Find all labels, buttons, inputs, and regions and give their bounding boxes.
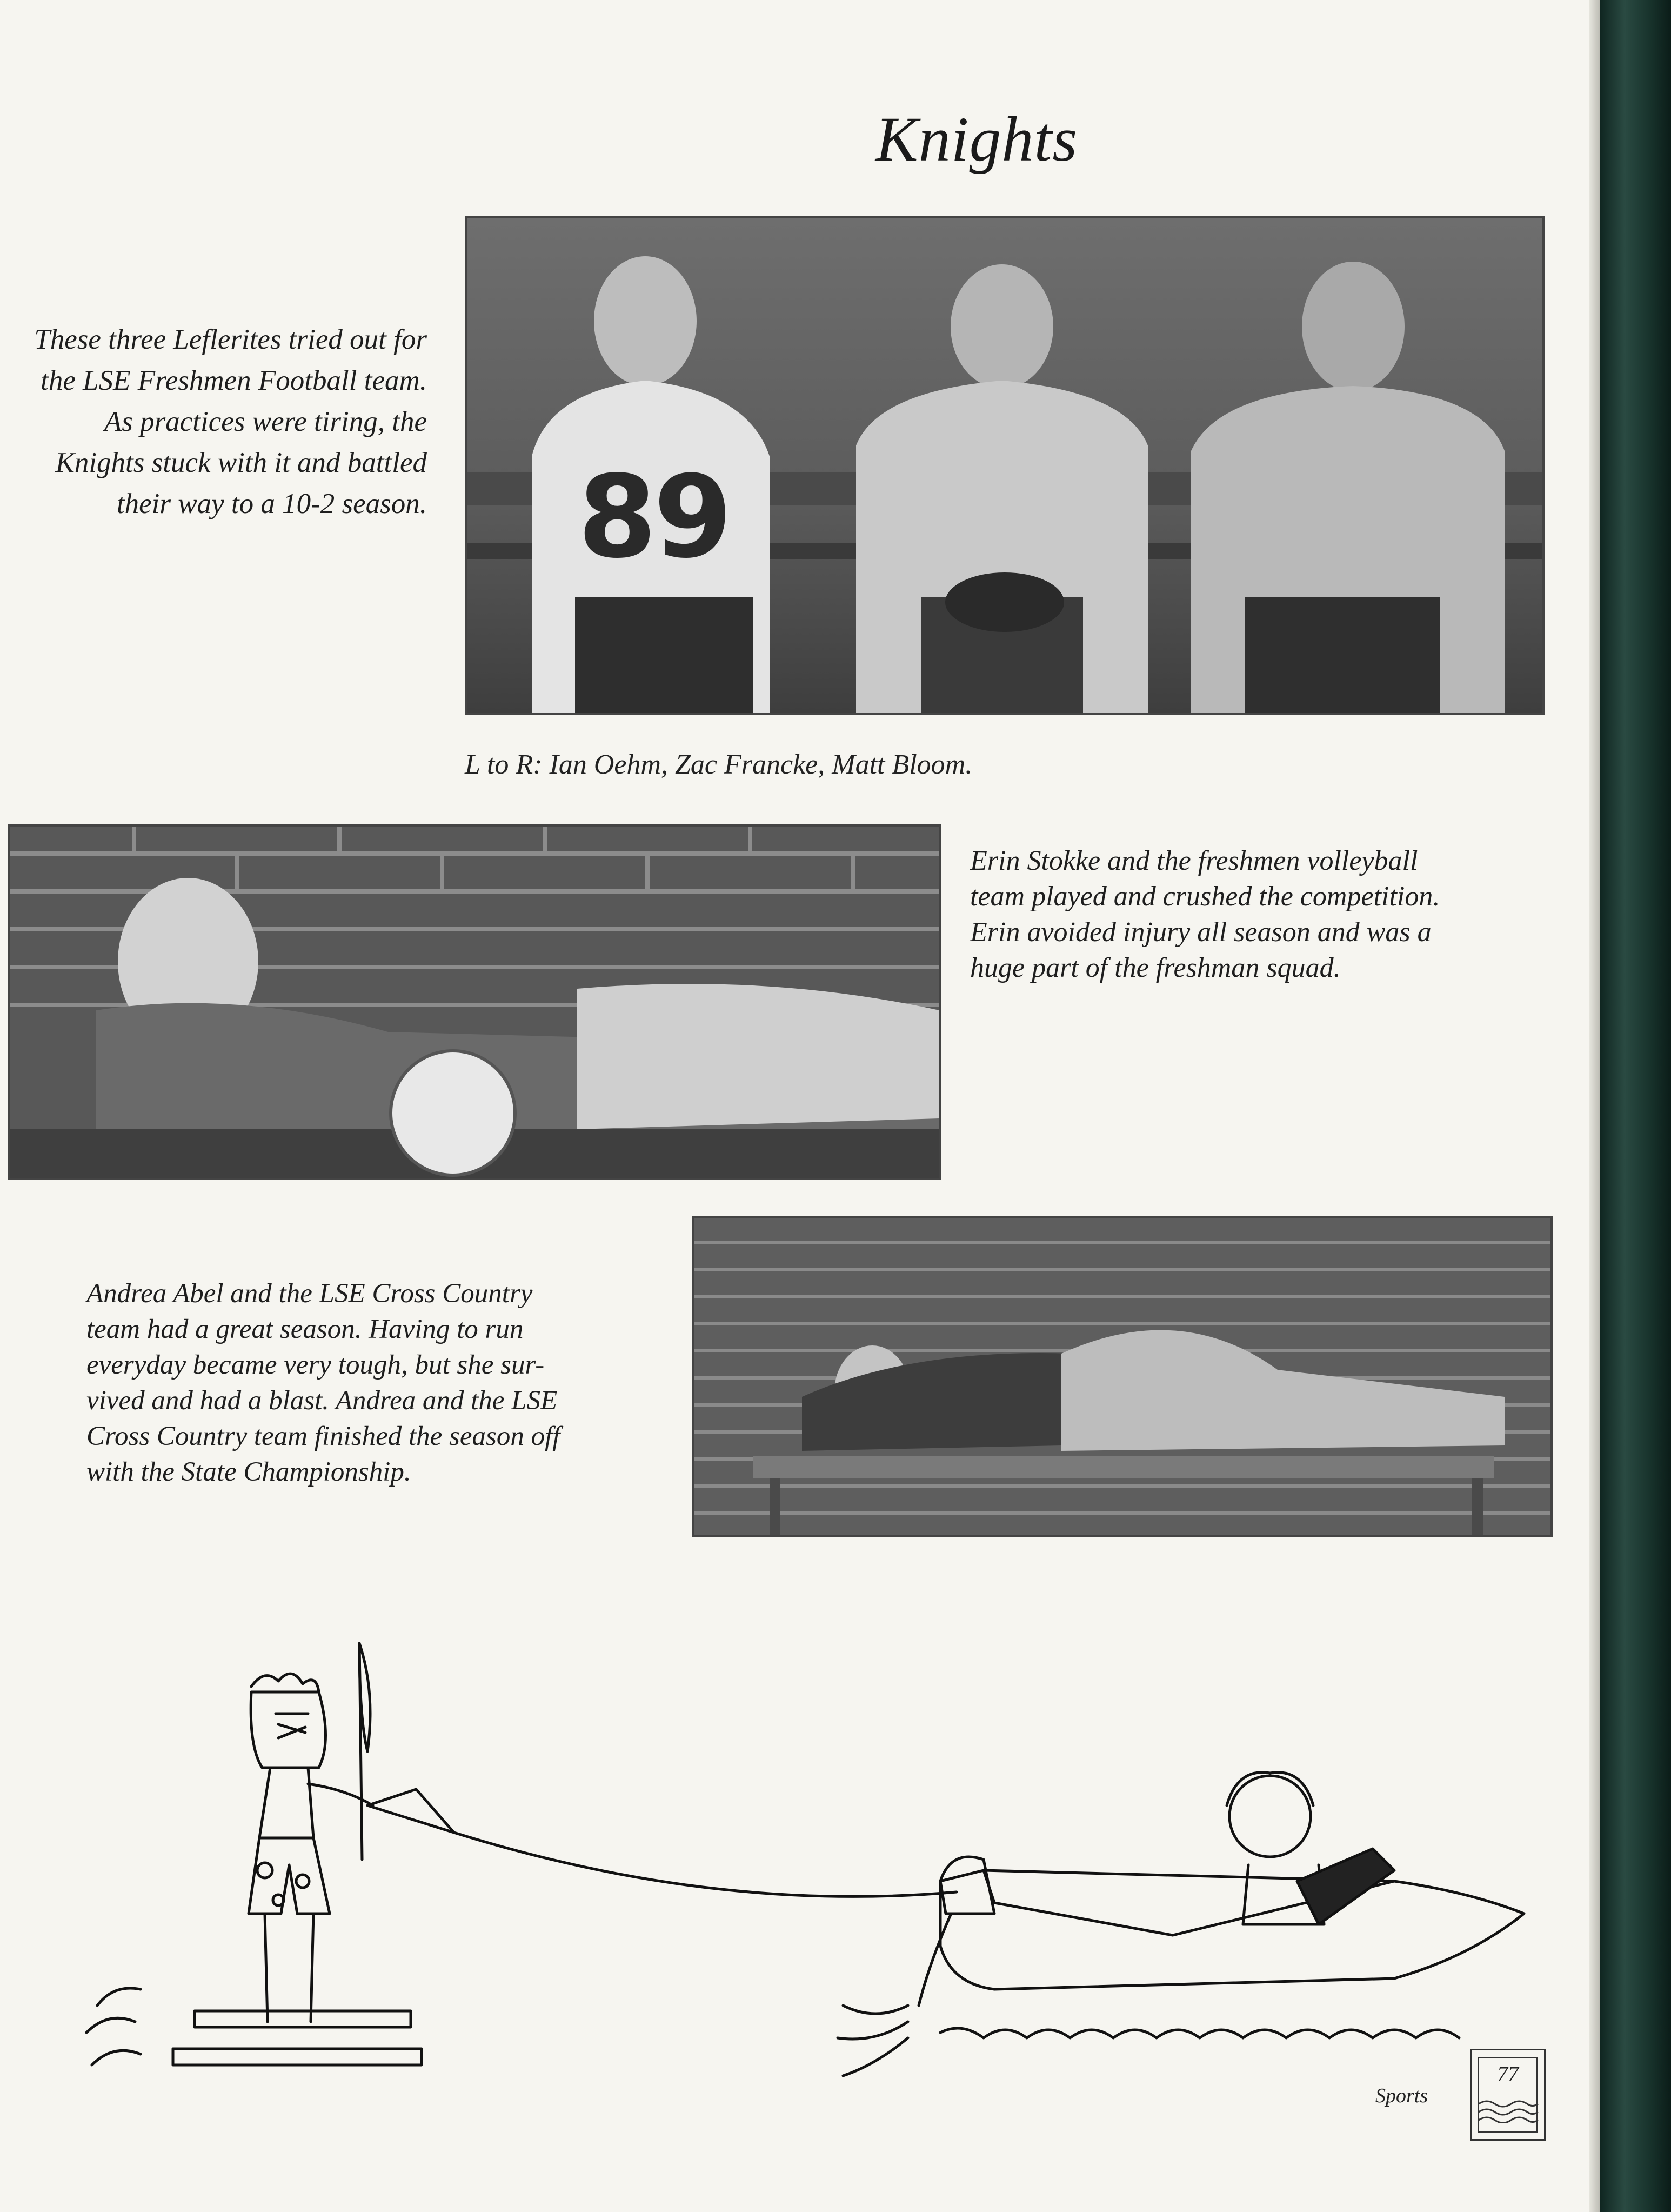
book-cover-edge [1600,0,1671,2212]
football-line-3: As practices were tiring, the [104,406,427,437]
volleyball-photo [8,824,941,1180]
volleyball-line-4: huge part of the freshman squad. [970,952,1341,983]
cross-country-line-3: everyday became very tough, but she sur- [86,1350,545,1380]
cross-country-line-6: with the State Championship. [86,1457,411,1487]
page-title: Knights [875,104,1078,175]
cross-country-line-2: team had a great season. Having to run [86,1314,524,1344]
football-photo-caption: L to R: Ian Oehm, Zac Francke, Matt Bloom. [465,749,973,780]
volleyball-paragraph [970,843,1551,986]
football-line-2: the LSE Freshmen Football team. [41,365,427,396]
knight-waterskiing-drawing [65,1611,1556,2097]
page-gutter-edge [1589,0,1600,2212]
football-line-5: their way to a 10-2 season. [116,488,427,519]
section-label: Sports [1375,2084,1428,2107]
cross-country-line-4: vived and had a blast. Andrea and the LSE [86,1385,558,1416]
volleyball-line-3: Erin avoided injury all season and was a [970,917,1432,948]
volleyball-line-2: team played and crushed the competition. [970,881,1440,912]
jersey-number: 89 [578,451,730,583]
cross-country-line-1: Andrea Abel and the LSE Cross Country [86,1278,533,1309]
wave-icon [1476,2096,1541,2123]
cross-country-line-5: Cross Country team finished the season off [86,1421,560,1451]
football-line-1: These three Leflerites tried out for [34,324,427,355]
football-paragraph [0,319,427,524]
football-photo [465,216,1545,715]
page-number-box [1470,2049,1546,2141]
cross-country-paragraph [86,1276,654,1490]
page-number: 77 [1497,2062,1519,2086]
football-line-4: Knights stuck with it and battled [55,447,427,478]
volleyball-line-1: Erin Stokke and the freshmen volleyball [970,845,1418,876]
cross-country-photo [692,1216,1553,1537]
